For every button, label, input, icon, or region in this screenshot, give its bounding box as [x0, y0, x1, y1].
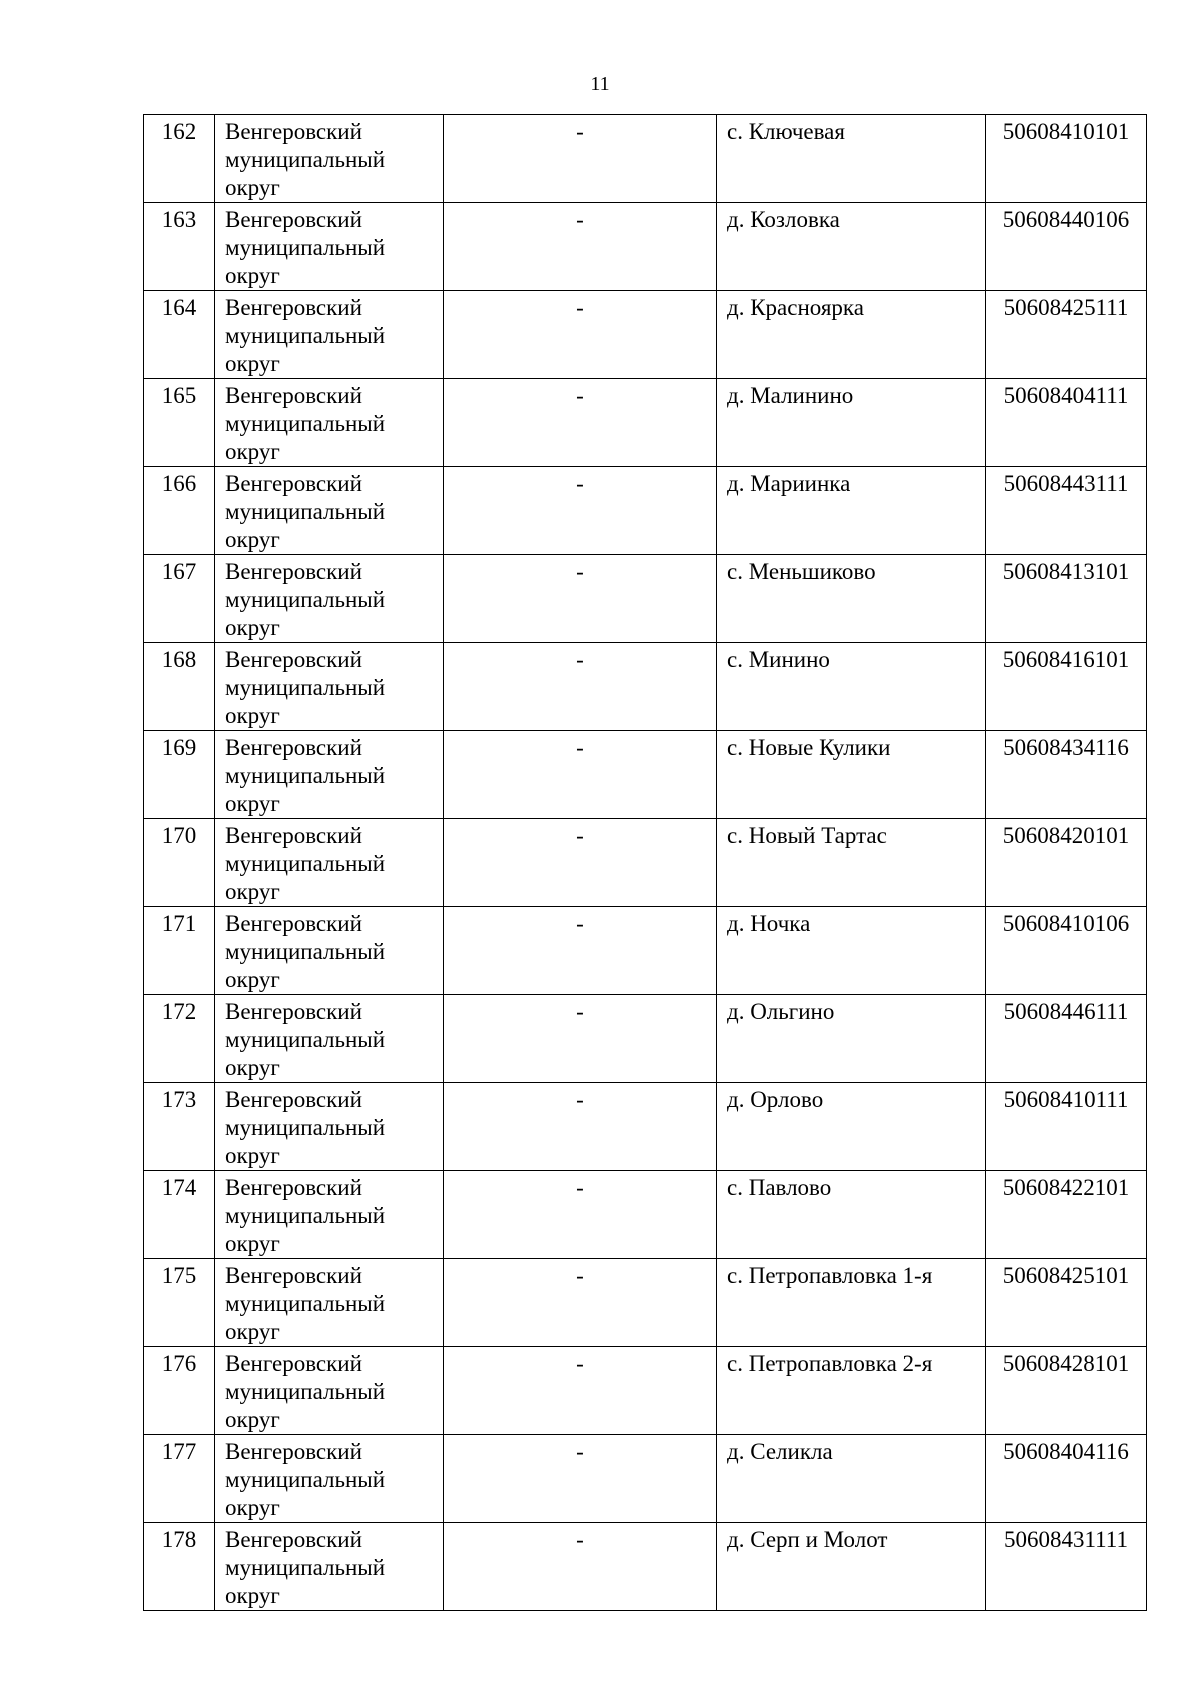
- dash-cell: -: [444, 731, 717, 819]
- oktmo-code-cell: 50608434116: [986, 731, 1147, 819]
- dash-cell: -: [444, 467, 717, 555]
- oktmo-code-cell: 50608431111: [986, 1523, 1147, 1611]
- settlement-cell: с. Минино: [717, 643, 986, 731]
- oktmo-code-cell: 50608416101: [986, 643, 1147, 731]
- settlement-cell: с. Ключевая: [717, 115, 986, 203]
- district-cell: Венгеровский муниципальный округ: [215, 1347, 444, 1435]
- settlement-cell: д. Серп и Молот: [717, 1523, 986, 1611]
- table-row: [144, 995, 1147, 1083]
- oktmo-code-cell: 50608404116: [986, 1435, 1147, 1523]
- district-cell: Венгеровский муниципальный округ: [215, 467, 444, 555]
- dash-cell: -: [444, 995, 717, 1083]
- dash-cell: -: [444, 1083, 717, 1171]
- district-cell: Венгеровский муниципальный округ: [215, 731, 444, 819]
- row-number-cell: 178: [144, 1523, 215, 1611]
- settlement-cell: с. Новые Кулики: [717, 731, 986, 819]
- row-number-cell: 171: [144, 907, 215, 995]
- dash-cell: -: [444, 907, 717, 995]
- settlement-cell: д. Козловка: [717, 203, 986, 291]
- oktmo-code-cell: 50608428101: [986, 1347, 1147, 1435]
- table-body: [144, 115, 1147, 1611]
- district-cell: Венгеровский муниципальный округ: [215, 115, 444, 203]
- district-cell: Венгеровский муниципальный округ: [215, 203, 444, 291]
- table-row: [144, 1435, 1147, 1523]
- dash-cell: -: [444, 1259, 717, 1347]
- settlement-cell: д. Ольгино: [717, 995, 986, 1083]
- oktmo-code-cell: 50608425101: [986, 1259, 1147, 1347]
- settlement-cell: д. Красноярка: [717, 291, 986, 379]
- table-row: [144, 555, 1147, 643]
- district-cell: Венгеровский муниципальный округ: [215, 1435, 444, 1523]
- row-number-cell: 164: [144, 291, 215, 379]
- oktmo-code-cell: 50608446111: [986, 995, 1147, 1083]
- oktmo-code-cell: 50608410101: [986, 115, 1147, 203]
- table-row: [144, 1347, 1147, 1435]
- dash-cell: -: [444, 819, 717, 907]
- row-number-cell: 168: [144, 643, 215, 731]
- dash-cell: -: [444, 203, 717, 291]
- settlement-cell: д. Ночка: [717, 907, 986, 995]
- row-number-cell: 162: [144, 115, 215, 203]
- row-number-cell: 163: [144, 203, 215, 291]
- table-row: [144, 643, 1147, 731]
- dash-cell: -: [444, 1435, 717, 1523]
- table-row: [144, 907, 1147, 995]
- row-number-cell: 167: [144, 555, 215, 643]
- oktmo-code-cell: 50608422101: [986, 1171, 1147, 1259]
- oktmo-code-cell: 50608404111: [986, 379, 1147, 467]
- dash-cell: -: [444, 1523, 717, 1611]
- district-cell: Венгеровский муниципальный округ: [215, 555, 444, 643]
- oktmo-code-cell: 50608440106: [986, 203, 1147, 291]
- oktmo-code-cell: 50608443111: [986, 467, 1147, 555]
- row-number-cell: 169: [144, 731, 215, 819]
- row-number-cell: 173: [144, 1083, 215, 1171]
- row-number-cell: 172: [144, 995, 215, 1083]
- district-cell: Венгеровский муниципальный округ: [215, 819, 444, 907]
- settlement-cell: с. Новый Тартас: [717, 819, 986, 907]
- table-row: [144, 115, 1147, 203]
- row-number-cell: 166: [144, 467, 215, 555]
- table-row: [144, 1523, 1147, 1611]
- district-cell: Венгеровский муниципальный округ: [215, 1171, 444, 1259]
- oktmo-code-cell: 50608410106: [986, 907, 1147, 995]
- oktmo-code-cell: 50608413101: [986, 555, 1147, 643]
- settlement-cell: д. Мариинка: [717, 467, 986, 555]
- dash-cell: -: [444, 555, 717, 643]
- table-row: [144, 203, 1147, 291]
- dash-cell: -: [444, 379, 717, 467]
- table-row: [144, 1171, 1147, 1259]
- district-cell: Венгеровский муниципальный округ: [215, 995, 444, 1083]
- settlement-cell: д. Малинино: [717, 379, 986, 467]
- settlements-table: [143, 114, 1147, 1611]
- district-cell: Венгеровский муниципальный округ: [215, 1259, 444, 1347]
- row-number-cell: 174: [144, 1171, 215, 1259]
- settlement-cell: с. Меньшиково: [717, 555, 986, 643]
- table-row: [144, 819, 1147, 907]
- district-cell: Венгеровский муниципальный округ: [215, 1523, 444, 1611]
- page-number: 11: [590, 73, 610, 95]
- table-row: [144, 379, 1147, 467]
- row-number-cell: 176: [144, 1347, 215, 1435]
- table-row: [144, 467, 1147, 555]
- table-row: [144, 1083, 1147, 1171]
- oktmo-code-cell: 50608425111: [986, 291, 1147, 379]
- district-cell: Венгеровский муниципальный округ: [215, 907, 444, 995]
- district-cell: Венгеровский муниципальный округ: [215, 379, 444, 467]
- table-row: [144, 291, 1147, 379]
- row-number-cell: 177: [144, 1435, 215, 1523]
- dash-cell: -: [444, 1347, 717, 1435]
- dash-cell: -: [444, 1171, 717, 1259]
- settlement-cell: с. Павлово: [717, 1171, 986, 1259]
- district-cell: Венгеровский муниципальный округ: [215, 291, 444, 379]
- dash-cell: -: [444, 291, 717, 379]
- district-cell: Венгеровский муниципальный округ: [215, 1083, 444, 1171]
- district-cell: Венгеровский муниципальный округ: [215, 643, 444, 731]
- settlement-cell: с. Петропавловка 2-я: [717, 1347, 986, 1435]
- row-number-cell: 165: [144, 379, 215, 467]
- oktmo-code-cell: 50608420101: [986, 819, 1147, 907]
- dash-cell: -: [444, 643, 717, 731]
- settlement-cell: д. Селикла: [717, 1435, 986, 1523]
- settlement-cell: с. Петропавловка 1-я: [717, 1259, 986, 1347]
- table-row: [144, 731, 1147, 819]
- row-number-cell: 170: [144, 819, 215, 907]
- settlement-cell: д. Орлово: [717, 1083, 986, 1171]
- dash-cell: -: [444, 115, 717, 203]
- row-number-cell: 175: [144, 1259, 215, 1347]
- oktmo-code-cell: 50608410111: [986, 1083, 1147, 1171]
- table-row: [144, 1259, 1147, 1347]
